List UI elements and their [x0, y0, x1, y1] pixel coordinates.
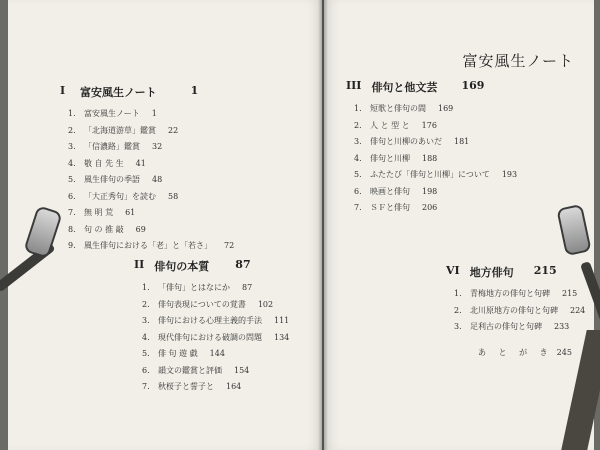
item-number: 4.: [142, 332, 150, 342]
item-page: 188: [422, 153, 438, 163]
item-page: 41: [135, 158, 146, 168]
section-number: I: [60, 84, 66, 97]
item-number: 6.: [354, 186, 362, 196]
item-title: 秋桜子と誓子と: [158, 382, 214, 391]
item-title: 足利古の俳句と句碑: [470, 322, 542, 331]
section-heading: [60, 84, 234, 100]
book-title: 富安風生ノート: [462, 52, 574, 70]
toc-item: [142, 346, 289, 363]
item-number: 5.: [142, 349, 150, 358]
toc-item: [142, 379, 289, 396]
afterword-entry: [478, 347, 572, 358]
toc-item: [68, 238, 234, 255]
toc-item: [142, 280, 289, 297]
item-number: 3.: [142, 316, 150, 325]
item-page: 87: [242, 283, 253, 292]
section-title: 地方俳句: [469, 266, 514, 279]
section-page: 215: [533, 264, 557, 277]
item-title: 風生俳句の季語: [84, 175, 140, 184]
section-number: VI: [446, 264, 460, 277]
item-title: 句 の 推 敲: [84, 224, 124, 234]
item-title: ＳＦと俳句: [370, 203, 410, 212]
item-page: 176: [421, 120, 437, 130]
toc-item: [454, 303, 585, 320]
toc-item: [354, 200, 517, 217]
item-title: 韻文の鑑賞と評価: [158, 365, 222, 375]
item-number: 8.: [68, 224, 76, 234]
item-page: 58: [168, 191, 179, 201]
item-title: 青梅地方の俳句と句碑: [470, 289, 550, 298]
item-number: 3.: [68, 142, 76, 151]
item-number: 2.: [454, 305, 462, 315]
section-heading: [346, 79, 517, 95]
toc-section-6: [446, 264, 585, 336]
toc-section-1: [60, 84, 234, 255]
item-page: 169: [438, 104, 454, 113]
item-title: 俳句と川柳: [370, 153, 410, 163]
item-number: 2.: [354, 120, 362, 130]
toc-item: [68, 123, 234, 140]
item-title: 俳 句 遊 戯: [158, 349, 198, 358]
toc-item: [68, 139, 234, 156]
toc-section-2: [134, 258, 289, 396]
toc-item: [68, 172, 234, 189]
item-page: 48: [152, 175, 163, 184]
book-gutter: [318, 0, 328, 450]
toc-item: [354, 101, 517, 118]
toc-item: [354, 134, 517, 151]
afterword-title: あ と が き: [478, 348, 553, 357]
item-number: 5.: [354, 170, 362, 179]
section-heading: [446, 264, 585, 280]
section-title: 俳句と他文芸: [371, 81, 438, 94]
item-number: 6.: [142, 365, 150, 375]
item-page: 32: [152, 142, 163, 151]
item-page: 233: [554, 322, 570, 331]
item-title: 「信濃路」鑑賞: [84, 142, 140, 151]
item-number: 4.: [68, 158, 76, 168]
item-title: 「北海道游草」鑑賞: [84, 125, 156, 135]
item-page: 224: [570, 305, 586, 315]
item-number: 5.: [68, 175, 76, 184]
toc-item: [142, 297, 289, 314]
section-number: II: [134, 258, 145, 271]
toc-item: [454, 286, 585, 303]
item-page: 72: [224, 241, 235, 250]
toc-item: [68, 106, 234, 123]
item-title: 映画と俳句: [370, 186, 410, 196]
section-page: 87: [235, 258, 251, 271]
section-page: 169: [461, 79, 485, 92]
item-page: 198: [422, 186, 438, 196]
item-number: 7.: [68, 208, 76, 217]
item-page: 144: [209, 349, 225, 358]
item-page: 154: [234, 365, 250, 375]
toc-item: [354, 184, 517, 201]
item-title: 現代俳句における破調の問題: [158, 332, 262, 342]
item-number: 1.: [454, 289, 462, 298]
item-page: 61: [125, 208, 136, 217]
item-number: 9.: [68, 241, 76, 250]
item-title: ふたたび「俳句と川柳」について: [370, 170, 490, 179]
toc-item: [142, 363, 289, 380]
item-title: 「大正秀句」を読む: [84, 191, 156, 201]
item-number: 6.: [68, 191, 76, 201]
item-page: 22: [168, 125, 179, 135]
item-page: 181: [454, 137, 470, 146]
item-number: 2.: [142, 299, 150, 309]
toc-item: [142, 330, 289, 347]
item-title: 人 と 型 と: [370, 120, 410, 130]
item-number: 1.: [142, 283, 150, 292]
toc-item: [68, 205, 234, 222]
item-number: 1.: [354, 104, 362, 113]
item-page: 102: [257, 299, 274, 309]
toc-item: [354, 167, 517, 184]
item-title: 富安風生ノート: [84, 109, 140, 118]
toc-item: [68, 222, 234, 239]
item-number: 2.: [68, 125, 76, 135]
item-number: 4.: [354, 153, 362, 163]
toc-item: [68, 189, 234, 206]
toc-item: [354, 151, 517, 168]
item-title: 無 明 荒: [84, 208, 114, 217]
item-page: 1: [151, 109, 157, 118]
section-page: 1: [190, 84, 199, 97]
item-title: 北川原地方の俳句と句碑: [470, 305, 558, 315]
toc-item: [454, 319, 585, 336]
item-page: 215: [562, 289, 578, 298]
item-title: 俳句と川柳のあいだ: [370, 137, 442, 146]
item-page: 164: [226, 382, 242, 391]
section-heading: [134, 258, 289, 274]
item-page: 69: [135, 224, 146, 234]
item-title: 俳句における心理主義的手法: [158, 316, 262, 325]
item-number: 1.: [68, 109, 76, 118]
item-title: 風生俳句における「老」と「若さ」: [84, 241, 212, 250]
toc-item: [142, 313, 289, 330]
item-title: 短歌と俳句の間: [370, 104, 426, 113]
item-number: 3.: [354, 137, 362, 146]
section-number: III: [346, 79, 362, 92]
item-page: 206: [422, 203, 438, 212]
item-number: 3.: [454, 322, 462, 331]
item-number: 7.: [354, 203, 362, 212]
item-title: 敬 自 先 生: [84, 158, 124, 168]
toc-item: [354, 118, 517, 135]
section-title: 俳句の本質: [154, 260, 210, 273]
section-title: 富安風生ノート: [80, 86, 157, 99]
item-page: 193: [501, 170, 518, 179]
item-title: 俳句表現についての覚書: [158, 299, 246, 309]
item-title: 「俳句」とはなにか: [158, 283, 230, 292]
toc-item: [68, 156, 234, 173]
item-page: 134: [274, 332, 290, 342]
item-page: 111: [274, 316, 290, 325]
item-number: 7.: [142, 382, 150, 391]
afterword-page: 245: [556, 348, 572, 357]
toc-section-3: [346, 79, 517, 217]
